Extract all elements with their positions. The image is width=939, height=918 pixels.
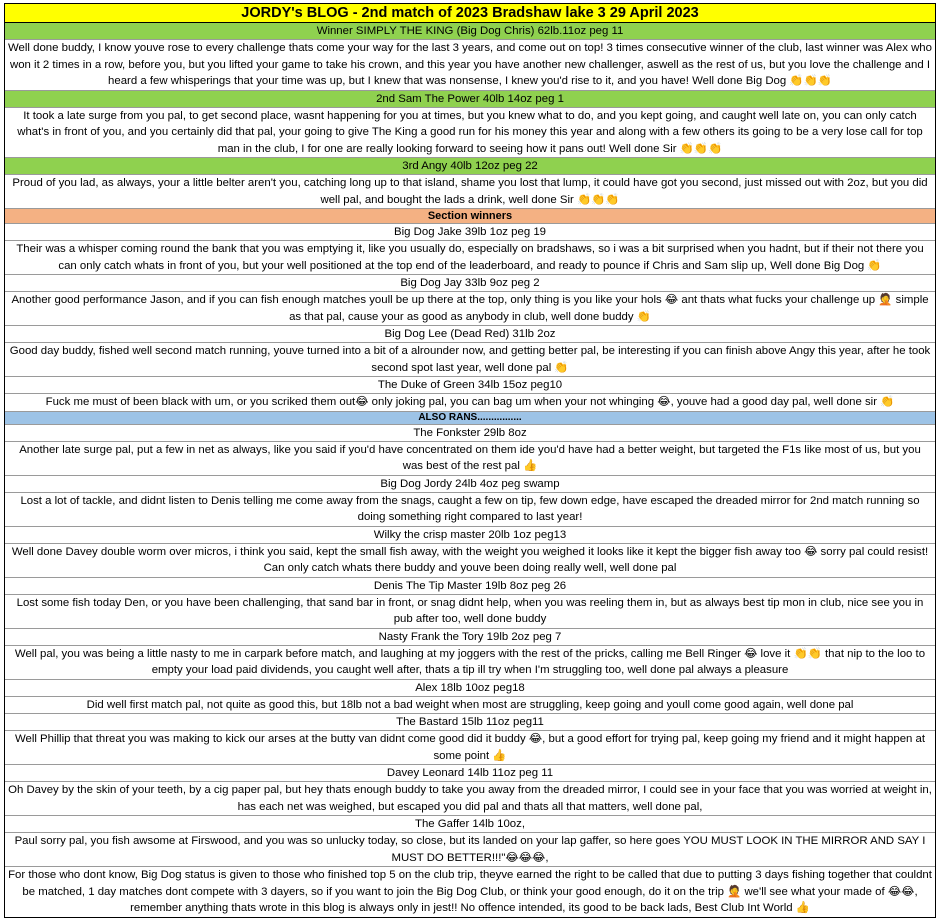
section-winner-heading: Big Dog Lee (Dead Red) 31lb 2oz xyxy=(5,326,935,343)
second-place-text: It took a late surge from you pal, to get second place, wasnt happening for you at times, but you knew what to do, and you kept going, and caught well late on, you can only catch what's in front of you, and you certainly did that pal, your going to give The King a good run for his money this year and along with a few others its going to be a very lose call for top man in the club, I for one are really looking forward to seeing how it pans out! Well done Sir 👏👏👏 xyxy=(5,108,935,159)
also-ran-text: Oh Davey by the skin of your teeth, by a cig paper pal, but hey thats enough buddy to take you away from the dreaded mirror, I could see in your face that you was worried at weight in, has each net was weighed, but escaped you did pal and thats all that matters, well done pal, xyxy=(5,782,935,816)
section-winner-text: Their was a whisper coming round the bank that you was emptying it, like you usually do, especially on bradshaws, so i was a bit surprised when you hadnt, but if their not there you can only catch whats in front of you, but your well positioned at the top end of the leaderboard, and ready to pounce if Chris and Sam slip up, Well done Big Dog 👏 xyxy=(5,241,935,275)
also-ran-text: Well done Davey double worm over micros, i think you said, kept the small fish away, with the weight you weighed it looks like it kept the bigger fish away too 😂 sorry pal could resist! Can only catch whats there buddy and youve been doing really well, well done pal xyxy=(5,544,935,578)
also-ran-heading: Davey Leonard 14lb 11oz peg 11 xyxy=(5,765,935,782)
winner-text: Well done buddy, I know youve rose to every challenge thats come your way for the last 3 years, and come out on top! 3 times consecutive winner of the club, last winner was Alex who won it 2 times in a row, before you, but you lifted your game to take his crown, and this year you have another new challenger, aswell as the rest of us, but you love the challenge and I heard a few whisperings that your time was up, but I knew that was nonsense, I knew you'd rise to it, and you have! Well done Big Dog 👏👏👏 xyxy=(5,40,935,91)
section-winner-text: Another good performance Jason, and if you can fish enough matches youll be up there at the top, only thing is you like your hols 😂 ant thats what fucks your challenge up 🤦 simple as that pal, cause your as good as anybody in club, well done buddy 👏 xyxy=(5,292,935,326)
also-ran-heading: Denis The Tip Master 19lb 8oz peg 26 xyxy=(5,578,935,595)
second-place-heading: 2nd Sam The Power 40lb 14oz peg 1 xyxy=(5,91,935,108)
winner-heading: Winner SIMPLY THE KING (Big Dog Chris) 62lb.11oz peg 11 xyxy=(5,23,935,40)
also-ran-text: Another late surge pal, put a few in net as always, like you said if you'd have concentrated on them ide you'd have had a better weight, but targeted the F1s like most of us, but you was best of the rest pal 👍 xyxy=(5,442,935,476)
section-winner-text: Fuck me must of been black with um, or you scriked them out😂 only joking pal, you can bag um when your not whinging 😂, youve had a good day pal, well done sir 👏 xyxy=(5,394,935,412)
also-ran-heading: The Bastard 15lb 11oz peg11 xyxy=(5,714,935,731)
section-winners-heading: Section winners xyxy=(5,209,935,224)
also-ran-heading: The Gaffer 14lb 10oz, xyxy=(5,816,935,833)
third-place-text: Proud of you lad, as always, your a little belter aren't you, catching long up to that island, shame you lost that lump, it could have got you second, just missed out with 2oz, but you did well pal, and bought the lads a drink, well done Sir 👏👏👏 xyxy=(5,175,935,209)
section-winner-heading: Big Dog Jay 33lb 9oz peg 2 xyxy=(5,275,935,292)
section-winner-heading: Big Dog Jake 39lb 1oz peg 19 xyxy=(5,224,935,241)
also-ran-text: Lost some fish today Den, or you have been challenging, that sand bar in front, or snag didnt help, when you was reeling them in, but as always best tip mon in club, nice see you in pub after too, well done buddy xyxy=(5,595,935,629)
blog-sheet xyxy=(4,3,936,918)
section-winner-text: Good day buddy, fished well second match running, youve turned into a bit of a alrounder now, and getting better pal, be interesting if you can finish above Angy this year, after he took second spot last year, well done pal 👏 xyxy=(5,343,935,377)
also-ran-text: Paul sorry pal, you fish awsome at Firswood, and you was so unlucky today, so close, but its landed on your lap gaffer, so here goes YOU MUST LOOK IN THE MIRROR AND SAY I MUST DO BETTER!!!"😂😂😂, xyxy=(5,833,935,867)
also-ran-text: Did well first match pal, not quite as good this, but 18lb not a bad weight when most are struggling, keep going and youll come good again, well done pal xyxy=(5,697,935,715)
third-place-heading: 3rd Angy 40lb 12oz peg 22 xyxy=(5,158,935,175)
blog-title: JORDY's BLOG - 2nd match of 2023 Bradshaw lake 3 29 April 2023 xyxy=(5,4,935,23)
also-ran-text: Well pal, you was being a little nasty to me in carpark before match, and laughing at my joggers with the rest of the pricks, calling me Bell Ringer 😂 love it 👏👏 that nip to the loo to empty your load paid dividends, you caught well after, thats a tip ill try when I'm struggling too, well done pal always a pleasure xyxy=(5,646,935,680)
also-ran-heading: Wilky the crisp master 20lb 1oz peg13 xyxy=(5,527,935,544)
also-ran-text: Lost a lot of tackle, and didnt listen to Denis telling me come away from the snags, caught a few on tip, few down edge, have escaped the dreaded mirror for 2nd match running so doing something right compared to last year! xyxy=(5,493,935,527)
also-ran-heading: Nasty Frank the Tory 19lb 2oz peg 7 xyxy=(5,629,935,646)
footer-note: For those who dont know, Big Dog status is given to those who finished top 5 on the club trip, theyve earned the right to be called that due to putting 3 days fishing together that couldnt be matched, 1 day matches dont compete with 3 dayers, so if you want to join the Big Dog Club, or think your good enough, do it on the trip 🤦 we'll see what your made of 😂😂, remember anything thats wrote in this blog is always only in jest!! No offence intended, its good to be back lads, Best Club Int World 👍 xyxy=(8,869,932,914)
also-ran-heading: The Fonkster 29lb 8oz xyxy=(5,425,935,442)
section-winner-heading: The Duke of Green 34lb 15oz peg10 xyxy=(5,377,935,394)
also-rans-heading: ALSO RANS................ xyxy=(5,412,935,425)
also-ran-heading: Big Dog Jordy 24lb 4oz peg swamp xyxy=(5,476,935,493)
also-ran-heading: Alex 18lb 10oz peg18 xyxy=(5,680,935,697)
also-ran-text: Well Phillip that threat you was making to kick our arses at the butty van didnt come good did it buddy 😂, but a good effort for trying pal, keep going my friend and it might happen at some point 👍 xyxy=(5,731,935,765)
